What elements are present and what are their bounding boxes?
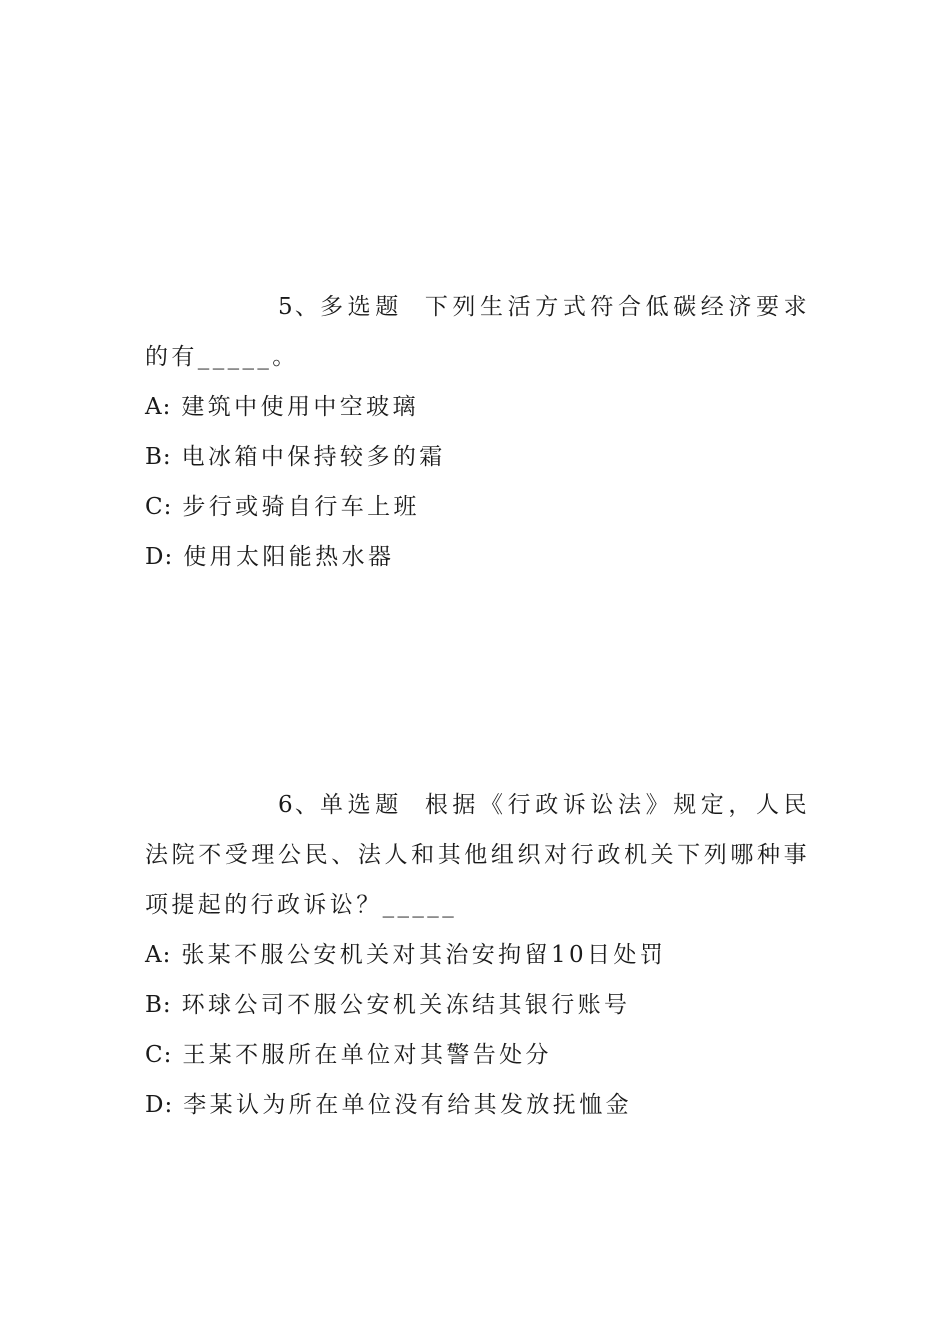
option-key: B:	[145, 444, 172, 470]
question-5	[145, 282, 810, 582]
option-a	[145, 382, 810, 432]
option-d	[145, 1080, 810, 1130]
question-text: 下列生活方式符合低碳经济要求的有_____。	[145, 294, 810, 370]
option-text: 电冰箱中保持较多的霜	[181, 444, 446, 470]
question-6	[145, 780, 810, 1130]
option-b	[145, 432, 810, 482]
question-type: 多选题	[320, 294, 403, 320]
option-key: D:	[145, 544, 174, 570]
option-c	[145, 1030, 810, 1080]
option-text: 环球公司不服公安机关冻结其银行账号	[181, 992, 631, 1018]
option-key: A:	[145, 394, 172, 420]
option-list	[145, 930, 810, 1130]
option-d	[145, 532, 810, 582]
option-text: 使用太阳能热水器	[183, 544, 395, 570]
option-list	[145, 382, 810, 582]
option-text: 李某认为所在单位没有给其发放抚恤金	[183, 1092, 633, 1118]
question-type: 单选题	[320, 792, 403, 818]
option-c	[145, 482, 810, 532]
question-number: 6、	[278, 792, 321, 818]
option-key: C:	[145, 494, 173, 520]
option-key: B:	[145, 992, 172, 1018]
option-key: C:	[145, 1042, 173, 1068]
option-key: D:	[145, 1092, 174, 1118]
option-text: 王某不服所在单位对其警告处分	[182, 1042, 552, 1068]
option-text: 张某不服公安机关对其治安拘留10日处罚	[181, 942, 667, 968]
question-number: 5、	[278, 294, 321, 320]
option-text: 步行或骑自行车上班	[182, 494, 420, 520]
question-stem	[145, 780, 810, 930]
option-b	[145, 980, 810, 1030]
option-text: 建筑中使用中空玻璃	[181, 394, 419, 420]
option-key: A:	[145, 942, 172, 968]
option-a	[145, 930, 810, 980]
question-text: 根据《行政诉讼法》规定，人民法院不受理公民、法人和其他组织对行政机关下列哪种事项提起的行政诉讼？_____	[145, 792, 810, 918]
question-stem	[145, 282, 810, 382]
